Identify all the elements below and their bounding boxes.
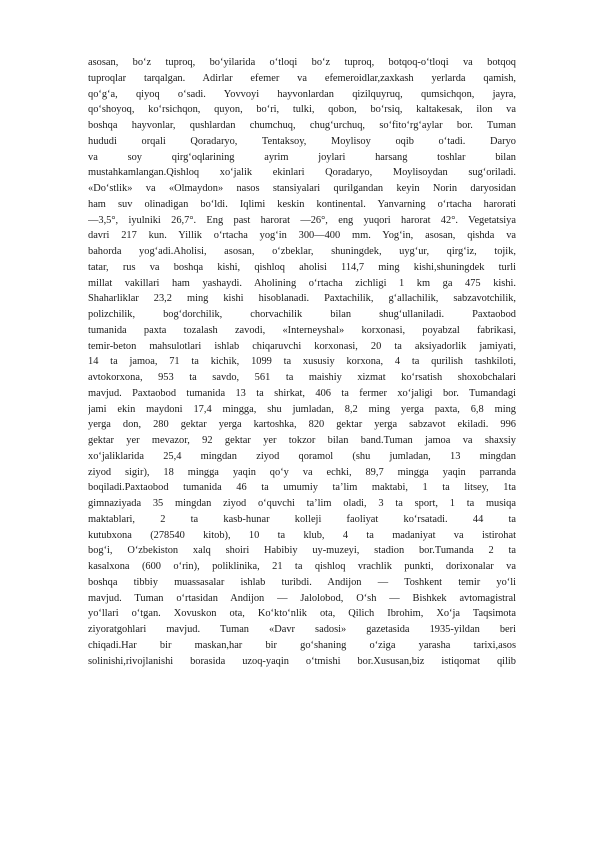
text-line: kutubxona (278540 kitob), 10 ta klub, 4 ta madaniyat va istirohat (88, 529, 516, 541)
text-line: mavjud. Paxtaobod tumanida 13 ta shirkat, 406 ta fermer xo‘jaligi bor. Tumandagi (88, 387, 516, 399)
text-line: Shaharliklar 23,2 ming kishi hisoblanadi. Paxtachilik, g‘allachilik, sabzavotchilik, (88, 293, 516, 305)
text-line: davri 217 kun. Yillik o‘rtacha yog‘in 300—400 mm. Yog‘in, asosan, qishda va (88, 230, 516, 242)
text-line: mavjud. Tuman o‘rtasidan Andijon — Jalolobod, O‘sh — Bishkek avtomagistral (88, 592, 516, 604)
text-line: yo‘llari o‘tgan. Xovuskon ota, Ko‘kto‘nlik ota, Qilich Ibrohim, Xo‘ja Taqsimota (88, 608, 516, 620)
text-line: tumanida paxta tozalash zavodi, «Interneyshal» korxonasi, poyabzal fabrikasi, (88, 324, 516, 336)
text-line: kasalxona (600 o‘rin), poliklinika, 21 ta qishloq vrachlik punkti, dorixonalar va (88, 561, 516, 572)
text-line: mustahkamlangan.Qishloq xo‘jalik ekinlari Qoradaryo, Moylisoydan sug‘oriladi. (88, 167, 516, 179)
text-line: —3,5°, iyulniki 26,7°. Eng past harorat —26°, eng yuqori harorat 42°. Vegetatsiya (88, 214, 516, 226)
text-line: bahorda yog‘adi.Aholisi, asosan, o‘zbeklar, shuningdek, uyg‘ur, qirg‘iz, tojik, (88, 246, 516, 257)
text-line: 14 ta jamoa, 71 ta kichik, 1099 ta xususiy korxona, 4 ta qurilish tashkiloti, (88, 356, 516, 368)
text-line: jami ekin maydoni 17,4 mingga, shu jumladan, 8,2 ming yerga paxta, 6,8 ming (88, 403, 516, 415)
text-line: asosan, bo‘z tuproq, bo‘yilarida o‘tloqi bo‘z tuproq, botqoq-o‘tloqi va botqoq (88, 57, 516, 68)
text-line: xo‘jaliklarida 25,4 mingdan ziyod qoramol (shu jumladan, 13 mingdan (88, 450, 516, 462)
text-line: qo‘g‘a, qiyoq o‘sadi. Yovvoyi hayvonlardan qizilquyruq, qumsichqon, jayra, (88, 88, 516, 100)
text-line: qo‘shoyoq, ko‘rsichqon, quyon, bo‘ri, tulki, qobon, bo‘rsiq, kaltakesak, ilon va (88, 104, 516, 116)
text-line: temir-beton mahsulotlari ishlab chiqaruvchi korxonasi, 20 ta aksiyadorlik jamiyati, (88, 340, 516, 352)
text-line: ziyoratgohlari mavjud. Tuman «Davr sadosi» gazetasida 1935-yildan beri (88, 624, 516, 635)
text-line: boshqa hayvonlar, qushlardan chumchuq, chug‘urchuq, so‘fito‘rg‘aylar bor. Tuman (88, 120, 516, 131)
text-line: hududi orqali Qoradaryo, Tentaksoy, Moylisoy oqib o‘tadi. Daryo (88, 135, 516, 147)
text-line: tatar, rus va boshqa kishi, qishloq aholisi 114,7 ming kishi,shuningdek turli (88, 261, 516, 273)
text-line: maktablari, 2 ta kasb-hunar kolleji faoliyat ko‘rsatadi. 44 ta (88, 513, 516, 525)
text-line: va soy qirg‘oqlarining ayrim joylari harsang toshlar bilan (88, 151, 516, 163)
text-line: polizchilik, bog‘dorchilik, chorvachilik bilan shug‘ullaniladi. Paxtaobod (88, 309, 516, 320)
text-line: bog‘i, O‘zbekiston xalq shoiri Habibiy uy-muzeyi, stadion bor.Tumanda 2 ta (88, 545, 516, 557)
text-line: «Do‘stlik» va «Olmaydon» nasos stansiyalari qurilgandan keyin Norin daryosidan (88, 183, 516, 194)
text-line: avtokorxona, 953 ta savdo, 561 ta maishiy xizmat ko‘rsatish shoxobchalari (88, 372, 516, 383)
body-text (88, 55, 516, 669)
text-line: chiqadi.Har bir maskan,har bir go‘shaning o‘ziga yarasha tarixi,asos (88, 639, 516, 651)
text-line: gektar yer mevazor, 92 gektar yer tokzor bilan band.Tuman jamoa va shaxsiy (88, 435, 516, 446)
text-line: millat vakillari ham yashaydi. Aholining o‘rtacha zichligi 1 km ga 475 kishi. (88, 277, 516, 289)
text-line: boqiladi.Paxtaobod tumanida 46 ta umumiy ta’lim maktabi, 1 ta litsey, 1ta (88, 482, 516, 494)
text-line: boshqa tibbiy muassasalar ishlab turibdi. Andijon — Toshkent temir yo‘li (88, 576, 516, 588)
text-line: solinishi,rivojlanishi borasida uzoq-yaqin o‘tmishi bor.Xususan,biz istiqomat qilib (88, 655, 516, 667)
text-line: gimnaziyada 35 mingdan ziyod o‘quvchi ta’lim oladi, 3 ta sport, 1 ta musiqa (88, 498, 516, 509)
text-line: yerga don, 280 gektar yerga kartoshka, 820 gektar yerga sabzavot ekiladi. 996 (88, 419, 516, 431)
text-line: ham suv olinadigan bo‘ldi. Iqlimi keskin kontinental. Yanvarning o‘rtacha harorati (88, 198, 516, 210)
text-line: tuproqlar tarqalgan. Adirlar efemer va efemeroidlar,zaxkash yerlarda qamish, (88, 72, 516, 84)
text-line: ziyod sigir), 18 mingga yaqin qo‘y va echki, 89,7 mingga yaqin parranda (88, 466, 516, 478)
